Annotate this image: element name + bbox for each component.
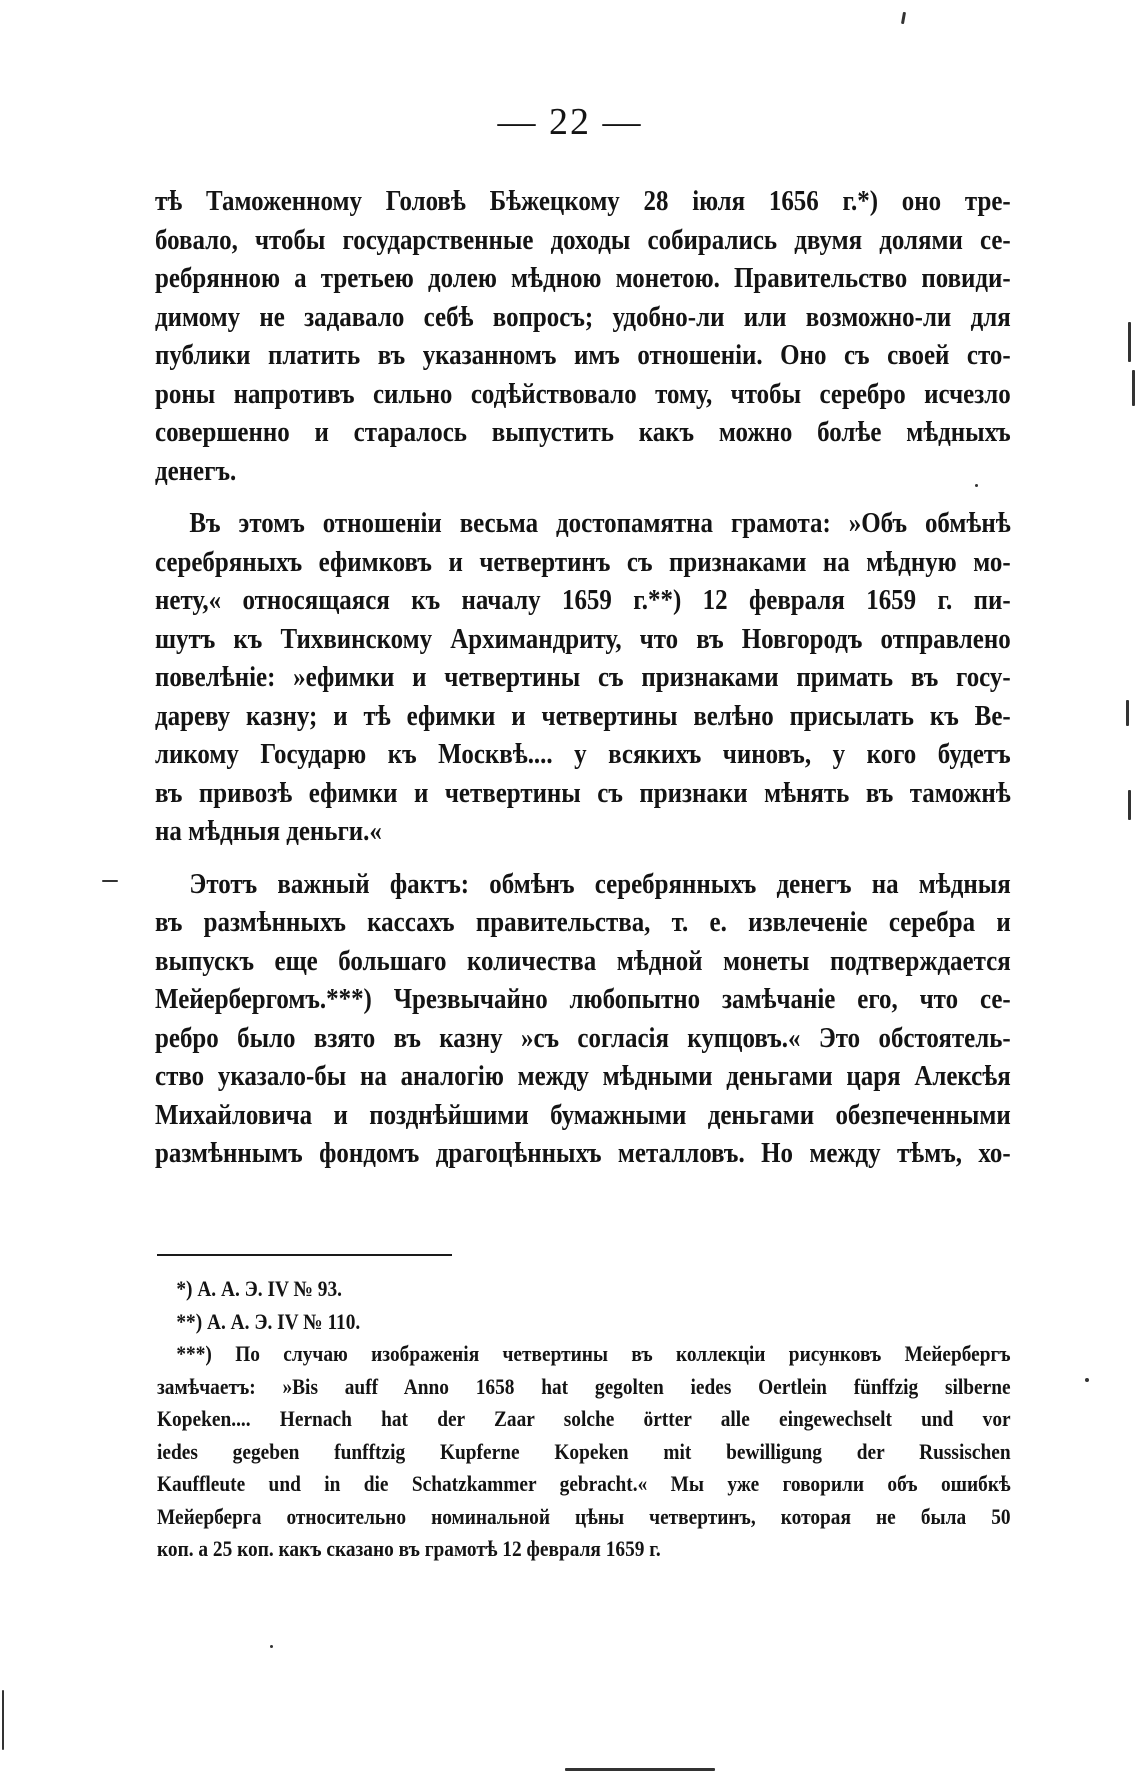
- text-line: ребрянною а третьею долею мѣдною монетою. Правительство повиди-: [155, 262, 1011, 294]
- text-line: на мѣдныя деньги.«: [155, 815, 382, 847]
- paragraph-1: [155, 182, 1011, 490]
- text-line: въ размѣнныхъ кассахъ правительства, т. е. извлеченіе серебра и: [155, 906, 1011, 938]
- scan-speck: [102, 880, 118, 882]
- text-line: въ привозѣ ефимки и четвертины съ признаки мѣнять въ таможнѣ: [155, 776, 1011, 809]
- text-line: димому не задавало себѣ вопросъ; удобно-ли или возможно-ли для: [155, 300, 1011, 333]
- text-line: шутъ къ Тихвинскому Архимандриту, что въ Новгородъ отправлено: [155, 622, 1011, 655]
- scan-speck: [975, 484, 978, 487]
- footnote-2: [157, 1306, 1011, 1339]
- text-line: нету,« относящаяся къ началу 1659 г.**) 12 февраля 1659 г. пи-: [155, 584, 1011, 616]
- footnote-line: Мейерберга относительно номинальной цѣны четвертинъ, которая не была 50: [157, 1503, 1011, 1529]
- footnotes: [157, 1273, 1011, 1566]
- text-line: публики платить въ указанномъ имъ отношеніи. Оно съ своей сто-: [155, 339, 1011, 371]
- text-line: бовало, чтобы государственные доходы собирались двумя долями се-: [155, 223, 1011, 256]
- scan-speck: [1128, 322, 1131, 362]
- scan-speck: [901, 12, 906, 24]
- footnote-divider: [157, 1254, 452, 1256]
- scan-speck: [565, 1768, 715, 1771]
- text-line: тѣ Таможенному Головѣ Бѣжецкому 28 іюля 1656 г.*) оно тре-: [155, 185, 1011, 217]
- scan-speck: [2, 1690, 4, 1750]
- paragraph-2: [155, 504, 1011, 851]
- text-line: совершенно и старалось выпустить какъ можно болѣе мѣдныхъ: [155, 416, 1011, 448]
- footnote-line: Kauffleute und in die Schatzkammer gebracht.« Мы уже говорили объ ошибкѣ: [157, 1471, 1011, 1496]
- text-line: Этотъ важный фактъ: обмѣнъ серебрянныхъ денегъ на мѣдныя: [189, 867, 1011, 900]
- footnote-3: [157, 1338, 1011, 1566]
- page-number: — 22 —: [497, 101, 643, 143]
- footnote-line: Kopeken.... Hernach hat der Zaar solche örtter alle eingewechselt und vor: [157, 1406, 1011, 1431]
- scan-speck: [270, 1645, 273, 1648]
- body-text: [155, 182, 1011, 1173]
- scan-speck: [1128, 790, 1131, 820]
- footnote-line: iedes gegeben funfftzig Kupferne Kopeken mit bewilligung der Russischen: [157, 1438, 1011, 1464]
- text-line: роны напротивъ сильно содѣйствовало тому, чтобы серебро исчезло: [155, 377, 1011, 410]
- footnote-line: *) А. А. Э. IV № 93.: [176, 1276, 342, 1301]
- scan-speck: [1132, 370, 1135, 406]
- text-line: ликому Государю къ Москвѣ.... у всякихъ чиновъ, у кого будетъ: [155, 738, 1011, 770]
- footnote-line: коп. а 25 коп. какъ сказано въ грамотѣ 12 февраля 1659 г.: [157, 1536, 661, 1561]
- text-line: повелѣніе: »ефимки и четвертины съ признаками примать въ госу-: [155, 661, 1011, 693]
- text-line: денегъ.: [155, 454, 237, 487]
- text-line: ребро было взято въ казну »съ согласія купцовъ.« Это обстоятель-: [155, 1021, 1011, 1054]
- footnote-line: замѣчаетъ: »Bis auff Anno 1658 hat gegolten iedes Oertlein fünffzig silberne: [157, 1373, 1011, 1399]
- paragraph-3: [155, 865, 1011, 1173]
- footnote-line: ***) По случаю изображенія четвертины въ коллекціи рисунковъ Мейербергъ: [176, 1341, 1011, 1366]
- text-line: выпускъ еще большаго количества мѣдной монеты подтверждается: [155, 944, 1011, 977]
- footnote-line: **) А. А. Э. IV № 110.: [176, 1308, 361, 1334]
- text-line: ство указало-бы на аналогію между мѣдными деньгами царя Алексѣя: [155, 1060, 1011, 1092]
- scan-speck: [1085, 1378, 1089, 1382]
- text-line: размѣннымъ фондомъ драгоцѣнныхъ металловъ. Но между тѣмъ, хо-: [155, 1137, 1011, 1169]
- text-line: дареву казну; и тѣ ефимки и четвертины велѣно присылать къ Ве-: [155, 699, 1011, 732]
- footnote-1: [157, 1273, 1011, 1306]
- text-line: серебряныхъ ефимковъ и четвертинъ съ признаками на мѣдную мо-: [155, 545, 1011, 578]
- scan-speck: [1126, 700, 1129, 726]
- text-line: Мейербергомъ.***) Чрезвычайно любопытно замѣчаніе его, что се-: [155, 983, 1011, 1015]
- text-line: Михайловича и позднѣйшими бумажными деньгами обезпеченными: [155, 1098, 1011, 1131]
- text-line: Въ этомъ отношеніи весьма достопамятна грамота: »Объ обмѣнѣ: [189, 507, 1011, 539]
